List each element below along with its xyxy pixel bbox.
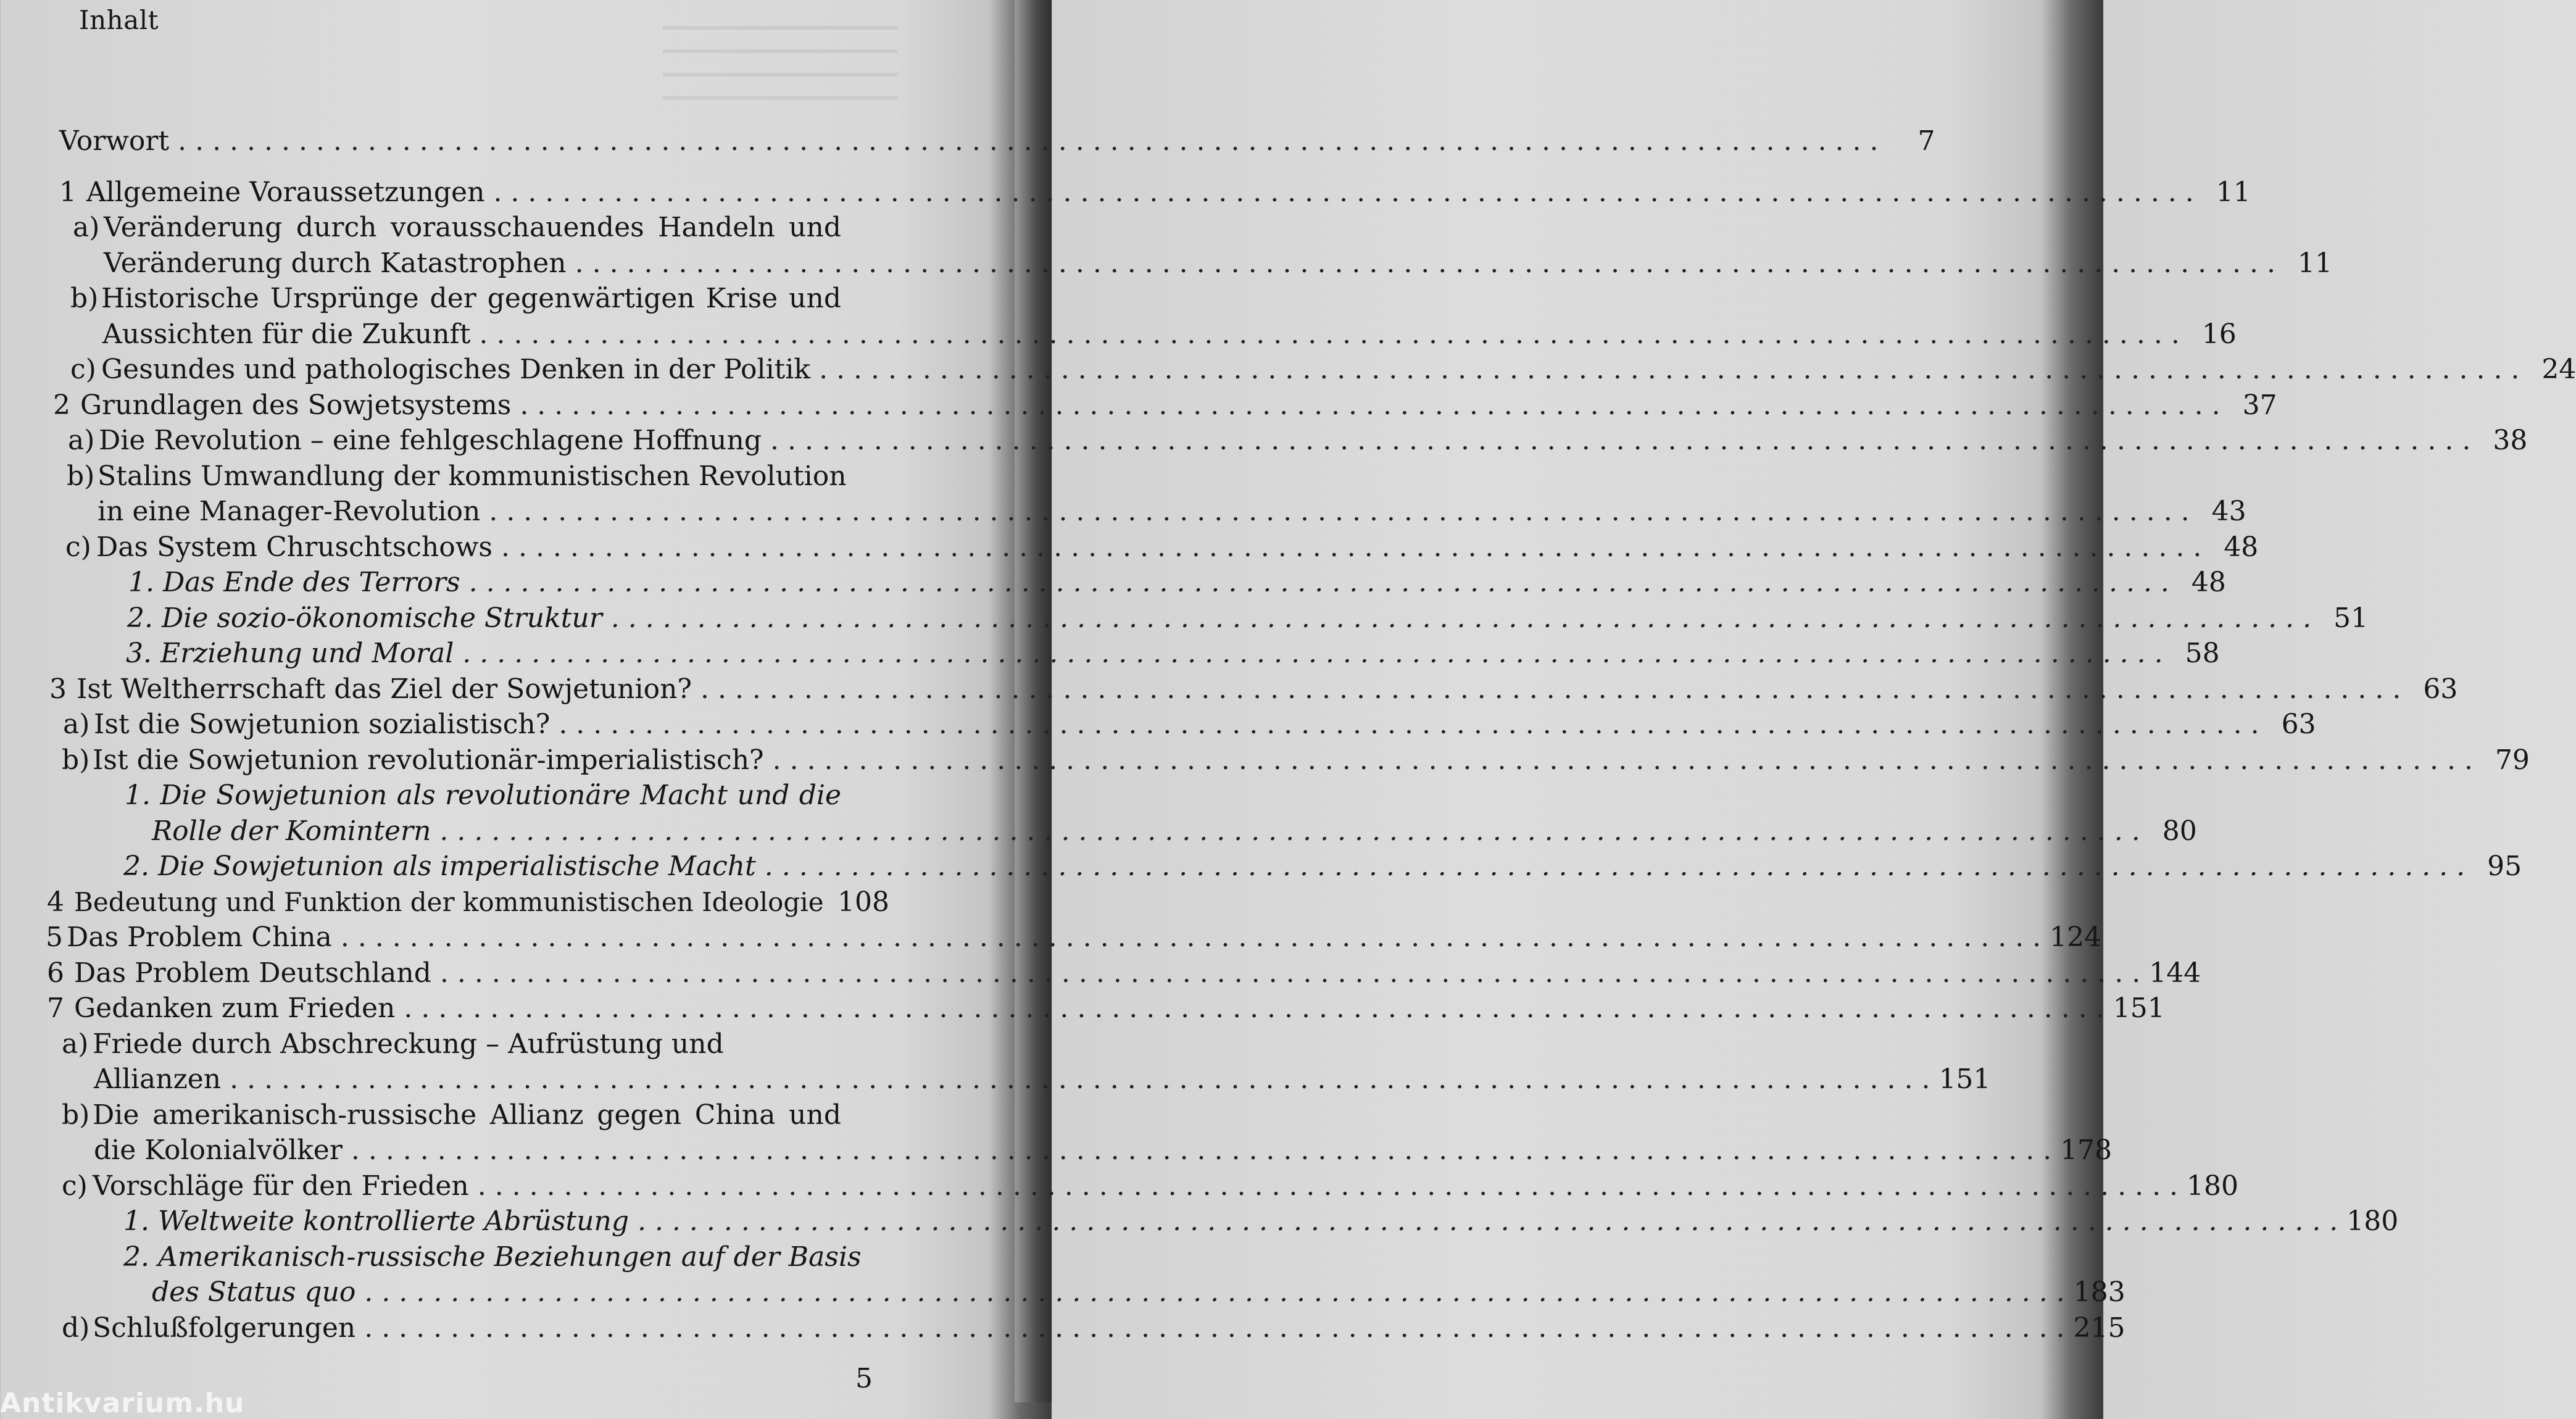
toc-label: 2. Die sozio-ökonomische Struktur	[127, 602, 602, 634]
section-key: a)	[68, 425, 95, 456]
toc-page: 124	[2050, 922, 2102, 953]
toc-label: Veränderung durch Katastrophen	[104, 247, 567, 279]
toc-label: Stalins Umwandlung der kommunistischen Revolution	[98, 460, 847, 492]
toc-label: Das System Chruschtschows	[96, 531, 492, 563]
toc-entry-ch2c2	[59, 601, 2369, 636]
chapter-number: 3	[49, 673, 67, 705]
toc-page: 180	[2187, 1170, 2239, 1202]
dot-leader	[440, 955, 2140, 991]
section-key: b)	[67, 460, 95, 492]
toc-entry-ch6	[47, 955, 2201, 991]
dot-leader	[489, 494, 2189, 530]
toc-entry-ch3b1-continued	[59, 814, 2197, 849]
toc-label: Schlußfolgerungen	[93, 1312, 356, 1344]
chapter-number: 2	[53, 389, 70, 421]
toc-label: Vorwort	[59, 125, 170, 157]
watermark: Antikvarium.hu	[0, 1388, 245, 1419]
dot-leader	[559, 707, 2259, 743]
toc-label: Das Problem China	[67, 922, 332, 953]
toc-entry-ch7c2-continued	[59, 1275, 2125, 1310]
toc-entry-ch3b	[59, 743, 2530, 778]
toc-entry-ch1c	[59, 352, 2576, 388]
toc-label: Die Revolution – eine fehlgeschlagene Hoffnung	[99, 425, 762, 456]
dot-leader	[638, 1204, 2338, 1239]
toc-entry-ch1a-continued	[59, 246, 2332, 281]
section-key: b)	[62, 1099, 90, 1131]
toc-page: 180	[2346, 1205, 2399, 1237]
toc-page: 51	[2333, 602, 2369, 634]
dot-leader	[404, 991, 2104, 1026]
show-through-text	[663, 6, 897, 142]
toc-entry-ch7	[47, 991, 2165, 1026]
toc-label: in eine Manager-Revolution	[98, 496, 481, 527]
section-key: a)	[73, 212, 100, 243]
toc-page: 58	[2185, 638, 2220, 669]
toc-entry-ch2c1	[59, 565, 2226, 601]
dot-leader	[364, 1275, 2064, 1310]
section-key: c)	[62, 1170, 88, 1202]
toc-entry-ch2	[53, 388, 2277, 423]
toc-entry-ch7b	[59, 1097, 889, 1133]
toc-entry-ch1	[59, 175, 2251, 210]
chapter-number: 7	[47, 992, 64, 1024]
toc-entry-ch2b	[59, 459, 889, 494]
toc-entry-ch7d	[59, 1310, 2125, 1346]
toc-label: Bedeutung und Funktion der kommunistischen Ideologie	[74, 886, 824, 917]
toc-label: Das Problem Deutschland	[74, 957, 431, 989]
toc-page: 63	[2423, 673, 2458, 705]
dot-leader	[480, 317, 2180, 352]
chapter-number: 1	[59, 176, 77, 208]
toc-label: Ist die Sowjetunion sozialistisch?	[94, 709, 551, 740]
table-of-contents	[46, 123, 2576, 1346]
toc-page: 11	[2216, 176, 2251, 208]
toc-label: Historische Ursprünge der gegenwärtigen Krise und	[101, 283, 841, 314]
toc-entry-ch3	[49, 672, 2458, 707]
page-number: 5	[855, 1363, 873, 1394]
dot-leader	[478, 1168, 2178, 1204]
toc-page: 7	[1917, 125, 1935, 157]
toc-label: 3. Erziehung und Moral	[126, 638, 454, 669]
toc-label: Gedanken zum Frieden	[74, 992, 396, 1024]
dot-leader	[700, 672, 2401, 707]
toc-label: Die amerikanisch-russische Allianz gegen China und	[93, 1099, 841, 1131]
toc-page: 38	[2493, 425, 2528, 456]
chapter-number: 6	[47, 957, 64, 989]
dot-leader	[439, 814, 2140, 849]
dot-leader	[351, 1133, 2051, 1168]
toc-entry-ch2b-continued	[59, 494, 2246, 530]
toc-page: 183	[2073, 1276, 2125, 1308]
dot-leader	[520, 388, 2220, 423]
dot-leader	[575, 246, 2275, 281]
toc-entry-ch5	[46, 920, 2102, 955]
toc-entry-ch2c3	[59, 636, 2220, 672]
section-key: c)	[65, 531, 91, 563]
toc-entry-ch3a	[59, 707, 2316, 743]
dot-leader	[364, 1310, 2064, 1346]
toc-label: Friede durch Abschreckung – Aufrüstung und	[93, 1028, 724, 1060]
toc-page: 63	[2281, 709, 2316, 740]
toc-label: Gesundes und pathologisches Denken in der Politik	[101, 354, 811, 385]
section-key: b)	[70, 283, 99, 314]
toc-label: die Kolonialvölker	[94, 1134, 343, 1166]
dot-leader	[770, 423, 2470, 459]
toc-entry-ch1b-continued	[59, 317, 2237, 352]
toc-entry-ch1b	[59, 281, 889, 317]
dot-leader	[765, 849, 2465, 884]
toc-label: 2. Amerikanisch-russische Beziehungen auf der Basis	[123, 1241, 862, 1273]
dot-leader	[611, 601, 2311, 636]
toc-label: 1. Die Sowjetunion als revolutionäre Macht und die	[125, 780, 841, 811]
toc-label: Ist die Sowjetunion revolutionär-imperialistisch?	[93, 744, 764, 776]
toc-label: Grundlagen des Sowjetsystems	[80, 389, 512, 421]
toc-page: 151	[2113, 992, 2165, 1024]
toc-entry-ch7a-continued	[59, 1062, 1991, 1097]
dot-leader	[773, 743, 2473, 778]
chapter-number: 4	[47, 886, 64, 918]
section-key: c)	[70, 354, 96, 385]
toc-page: 37	[2242, 389, 2277, 421]
toc-entry-ch3b1	[59, 778, 889, 814]
toc-page: 144	[2149, 957, 2201, 989]
section-key: a)	[62, 1028, 89, 1060]
dot-leader	[819, 352, 2519, 388]
toc-label: 2. Die Sowjetunion als imperialistische Macht	[123, 851, 756, 882]
toc-label: Allianzen	[94, 1063, 222, 1095]
toc-label: Veränderung durch vorausschauendes Handeln und	[104, 212, 841, 243]
toc-page: 48	[2191, 567, 2226, 598]
toc-page: 16	[2201, 318, 2237, 350]
toc-page: 79	[2495, 744, 2530, 776]
toc-page: 11	[2297, 247, 2332, 279]
toc-entry-ch7a	[59, 1026, 889, 1062]
toc-page: 48	[2224, 531, 2259, 563]
section-key: b)	[62, 744, 90, 776]
toc-entry-ch2c	[59, 530, 2259, 565]
toc-label: Vorschläge für den Frieden	[93, 1170, 469, 1202]
section-key: a)	[63, 709, 90, 740]
toc-label: Rolle der Komintern	[152, 815, 431, 847]
toc-entry-ch4	[47, 884, 889, 920]
toc-entry-ch7c2	[59, 1239, 889, 1275]
chapter-number: 5	[46, 922, 63, 953]
toc-entry-vorwort	[59, 123, 1935, 159]
toc-page: 178	[2060, 1134, 2113, 1166]
toc-page: 24	[2541, 354, 2576, 385]
dot-leader	[469, 565, 2169, 601]
toc-entry-ch1a	[59, 210, 889, 246]
dot-leader	[178, 123, 1878, 159]
toc-page: 80	[2162, 815, 2197, 847]
running-head: Inhalt	[79, 5, 159, 35]
dot-leader	[501, 530, 2201, 565]
dot-leader	[493, 175, 2193, 210]
dot-leader	[341, 920, 2041, 955]
toc-page: 108	[837, 886, 889, 918]
toc-page: 95	[2487, 851, 2522, 882]
toc-label: des Status quo	[152, 1276, 356, 1308]
toc-entry-ch2a	[59, 423, 2528, 459]
dot-leader	[230, 1062, 1930, 1097]
toc-label: Ist Weltherrschaft das Ziel der Sowjetunion?	[77, 673, 692, 705]
toc-entry-ch7c1	[59, 1204, 2399, 1239]
toc-page: 215	[2073, 1312, 2125, 1344]
toc-label: 1. Das Ende des Terrors	[128, 567, 460, 598]
toc-label: Allgemeine Voraussetzungen	[86, 176, 485, 208]
toc-label: 1. Weltweite kontrollierte Abrüstung	[123, 1205, 629, 1237]
toc-page: 43	[2211, 496, 2246, 527]
toc-entry-ch7c	[59, 1168, 2239, 1204]
section-key: d)	[62, 1312, 90, 1344]
toc-entry-ch3b2	[59, 849, 2522, 884]
toc-entry-ch7b-continued	[59, 1133, 2113, 1168]
dot-leader	[462, 636, 2163, 672]
toc-page: 151	[1938, 1063, 1991, 1095]
toc-label: Aussichten für die Zukunft	[102, 318, 471, 350]
